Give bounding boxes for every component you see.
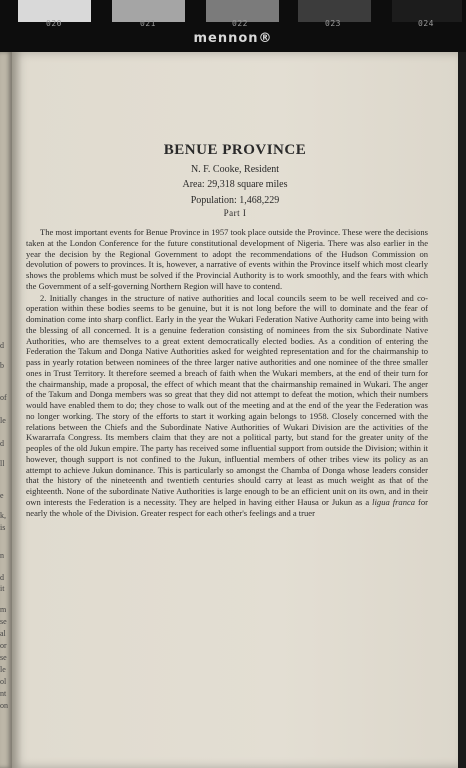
prev-fragment: or [0,641,7,650]
prev-fragment: d [0,341,4,350]
prev-fragment: m [0,605,7,614]
prev-fragment: d [0,573,4,582]
prev-fragment: se [0,617,7,626]
prev-fragment: e [0,491,4,500]
swatch-number: 022 [232,19,248,28]
prev-fragment: ll [0,459,5,468]
prev-fragment: on [0,701,8,710]
prev-fragment: nt [0,689,7,698]
prev-fragment: it [0,584,5,593]
prev-fragment: d [0,439,4,448]
resident-line: N. F. Cooke, Resident [190,164,280,175]
part-heading: Part I [223,208,247,218]
color-calibration-strip [0,0,466,52]
paragraph-1: The most important events for Benue Province in 1957 took place outside the Province. These were the decisions taken at the London Conference for the future constitutional development of Nigeria. There was also earlier in the year the decision by the Regional Government to adopt the recommendations of the Hudson Commission on devolution of powers to provinces. It is, however, a narrative of events within the Province itself which most clearly shows the problems which must be solved if the Provincial Authority is to work smoothly, and the fears with which the Government of a self-governing Northern Region will have to contend. [26,227,428,291]
paragraph-2-text: 2. Initially changes in the structure of native authorities and local councils seem to be well received and co-operation within these bodies seems to be genuine, but it is not long before the will to dominate and the fear of domination come into sharp conflict. Early in the year the Wukari Federation Native Authority came into being with the blessing of all concerned. It is a genuine federation consisting of nominees from the six Subordinate Native Authorities, who are themselves to a great extent democratically elected bodies. As a condition of entering the Federation the Takum and Donga Native Authorities asked for weighted representation and for the chairmanship to pass in yearly rotation between nominees of the three larger native authorities and one nominee of the three smaller ones in Trust Territory. It therefore seemed a breach of faith when the Wukari members, at the end of their turn for the chairmanship, made a proposal, the effect of which meant that the chairmanship remained in Wukari. The anger of the Takum and Donga members was so great that they did not attempt to defeat the motion, which their numbers would have enabled them to do; they chose to walk out of the meeting and at the end of the year the Federation was no longer working. The story of the efforts to start it working again belongs to 1958. Closely concerned with the relations between the Chiefs and the Subordinate Native Authorities of Wukari Division are the activities of the Kwararrafa Congress. Its members claim that they are not a political party, but stand for the greater unity of the peoples of the old Jukun empire. The party has received some influential support from outside the Division; within it however, though support is not confined to the Jukun, influential members of other tribes view its policy as an attempt to achieve Jukun dominance. This is particularly so amongst the Chamba of Donga whose leaders consider that the history of the nineteenth and twentieth centuries should carry at least as much weight as that of the eighteenth. None of the subordinate Native Authorities is large enough to be an efficient unit on its own, and in their own interests the Federation is a necessity. They are helped in having either Hausa or Jukun as a [26,292,428,507]
area-line: Area: 29,318 square miles [182,179,288,190]
paragraph-2-end: for nearly the whole of the Division. Greater respect for each other's feelings and a truer [26,496,429,518]
prev-fragment: ol [0,677,7,686]
swatch-number: 021 [140,19,156,28]
swatch-number: 020 [46,19,62,28]
prev-fragment: le [0,416,6,425]
prev-fragment: n [0,551,4,560]
population-line: Population: 1,468,229 [190,195,280,206]
document-page [12,52,458,768]
swatch-number: 024 [418,19,434,28]
prev-fragment: is [0,523,6,532]
page-right-edge [458,52,466,768]
prev-fragment: k, [0,511,6,520]
prev-fragment: al [0,629,6,638]
previous-page-edge [0,52,12,768]
prev-fragment: of [0,393,7,402]
body-text [26,227,428,518]
swatch-number: 023 [325,19,341,28]
italic-term: ligua franca [372,496,416,507]
prev-fragment: b [0,361,4,370]
page-title: BENUE PROVINCE [163,142,307,158]
paragraph-2 [26,293,428,519]
prev-fragment: se [0,653,7,662]
brand-logo: mennon® [193,31,273,46]
prev-fragment: le [0,665,6,674]
